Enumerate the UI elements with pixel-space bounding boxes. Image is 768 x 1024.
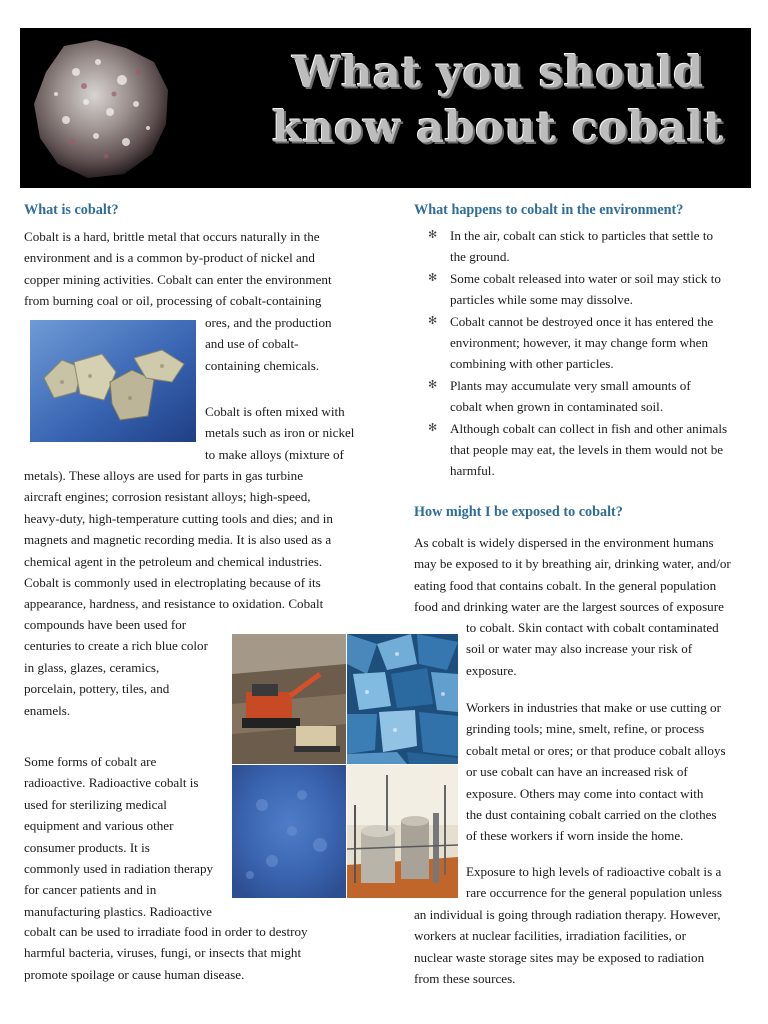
text-line: cobalt metal or ores; or that produce cobalt alloys [466,742,726,758]
paragraph-radiation-exposure-cont [414,904,721,990]
text-line: particles while some may dissolve. [450,292,633,308]
text-line: Workers in industries that make or use cutting or [466,700,721,715]
text-line: Exposure to high levels of radioactive cobalt is a [466,864,722,879]
text-line: workers at nuclear facilities, irradiation facilities, or [414,928,686,944]
text-line: from these sources. [414,971,516,987]
text-line: equipment and various other [24,818,174,834]
list-item [420,268,750,311]
text-line: Some cobalt released into water or soil may stick to [450,270,721,286]
paragraph-intro [24,226,332,312]
cobalt-ore-rock-image [26,32,176,184]
blue-glass-image [347,634,458,764]
paragraph-exposure-cont [466,617,719,681]
text-line: harmful. [450,463,495,479]
text-line: Cobalt is commonly used in electroplating because of its [24,575,321,591]
mining-excavator-image [232,634,346,764]
text-line: centuries to create a rich blue color [24,638,208,654]
text-line: an individual is going through radiation therapy. However, [414,907,721,922]
asterisk-bullet-icon: ✻ [428,421,438,434]
text-line: copper mining activities. Cobalt can enter the environment [24,271,332,287]
blue-pigment-powder-image [232,765,346,898]
text-line: rare occurrence for the general population unless [466,885,722,901]
text-line: consumer products. It is [24,839,150,855]
list-item [420,311,750,375]
text-line: grinding tools; mine, smelt, refine, or process [466,721,705,737]
text-line: heavy-duty, high-temperature cutting tools and dies; and in [24,510,333,526]
list-item [420,225,750,268]
asterisk-bullet-icon: ✻ [428,378,438,391]
environment-bullet-list [420,225,750,482]
text-line: Although cobalt can collect in fish and other animals [450,420,728,436]
text-line: enamels. [24,702,71,718]
text-line: that people may eat, the levels in them would not be [450,442,724,458]
asterisk-bullet-icon: ✻ [428,229,438,241]
text-line: cobalt can be used to irradiate food in order to destroy [24,924,308,939]
paragraph-alloys-cont [24,465,333,615]
paragraph-workers [466,697,726,847]
text-line: exposure. [466,662,517,678]
text-line: to make alloys (mixture of [205,446,344,462]
text-line: food and drinking water are the largest sources of exposure [414,599,724,615]
text-line: soil or water may also increase your risk of [466,641,693,657]
refinery-plant-image [347,765,458,898]
text-line: and use of cobalt- [205,336,299,352]
text-line: combining with other particles. [450,356,614,372]
text-line: Some forms of cobalt are [24,754,157,769]
section-heading-what-is-cobalt: What is cobalt? [24,202,119,218]
text-line: chemical agent in the petroleum and chemical industries. [24,553,323,569]
text-line: containing chemicals. [205,357,320,373]
text-line: environment; however, it may change form when [450,335,708,351]
text-line: of these workers if worn inside the home. [466,828,684,844]
paragraph-compounds [24,614,208,721]
text-line: manufacturing plastics. Radioactive [24,903,212,919]
text-line: Cobalt is often mixed with [205,404,345,419]
paragraph-intro-cont [205,312,332,376]
text-line: metals such as iron or nickel [205,425,355,441]
text-line: nuclear waste storage sites may be exposed to radiation [414,949,705,965]
paragraph-exposure [414,532,731,618]
text-line: Cobalt cannot be destroyed once it has entered the [450,313,714,329]
text-line: porcelain, pottery, tiles, and [24,681,170,697]
paragraph-radioactive [24,751,213,922]
text-line: may be exposed to it by breathing air, drinking water, and/or [414,556,731,572]
page-title: What you should know about cobalt [272,48,724,153]
text-line: the ground. [450,249,510,265]
text-line: In the air, cobalt can stick to particles that settle to [450,228,714,243]
text-line: harmful bacteria, viruses, fungi, or insects that might [24,945,302,961]
asterisk-bullet-icon: ✻ [428,271,438,284]
text-line: magnets and magnetic recording media. It is also used as a [24,532,332,548]
paragraph-radiation-exposure [466,861,722,904]
text-line: environment and is a common by-product of nickel and [24,250,315,266]
text-line: from burning coal or oil, processing of cobalt-containing [24,293,322,309]
paragraph-alloys [205,401,354,465]
text-line: As cobalt is widely dispersed in the environment humans [414,535,714,550]
list-item [420,418,750,482]
asterisk-bullet-icon: ✻ [428,314,438,327]
text-line: exposure. Others may come into contact with [466,785,704,801]
text-line: Cobalt is a hard, brittle metal that occurs naturally in the [24,229,320,244]
text-line: for cancer patients and in [24,882,157,898]
text-line: eating food that contains cobalt. In the general population [414,577,717,593]
text-line: ores, and the production [205,315,332,330]
text-line: used for sterilizing medical [24,796,167,812]
text-line: aircraft engines; corrosion resistant alloys; high-speed, [24,489,311,505]
text-line: metals). These alloys are used for parts in gas turbine [24,468,304,483]
text-line: or use cobalt can have an increased risk of [466,764,688,780]
header-banner [20,28,751,188]
text-line: Plants may accumulate very small amounts of [450,377,691,393]
text-line: compounds have been used for [24,617,187,632]
paragraph-radioactive-cont [24,921,308,985]
text-line: promote spoilage or cause human disease. [24,966,245,982]
text-line: radioactive. Radioactive cobalt is [24,775,199,791]
text-line: in glass, glazes, ceramics, [24,659,160,675]
text-line: to cobalt. Skin contact with cobalt contaminated [466,620,719,635]
section-heading-exposure: How might I be exposed to cobalt? [414,504,623,520]
cobalt-metal-chunks-image [30,320,196,442]
section-heading-environment: What happens to cobalt in the environment? [414,202,684,218]
list-item [420,375,750,418]
text-line: appearance, hardness, and resistance to oxidation. Cobalt [24,596,324,612]
text-line: commonly used in radiation therapy [24,861,214,877]
text-line: cobalt when grown in contaminated soil. [450,399,664,415]
text-line: the dust containing cobalt carried on the clothes [466,807,717,823]
